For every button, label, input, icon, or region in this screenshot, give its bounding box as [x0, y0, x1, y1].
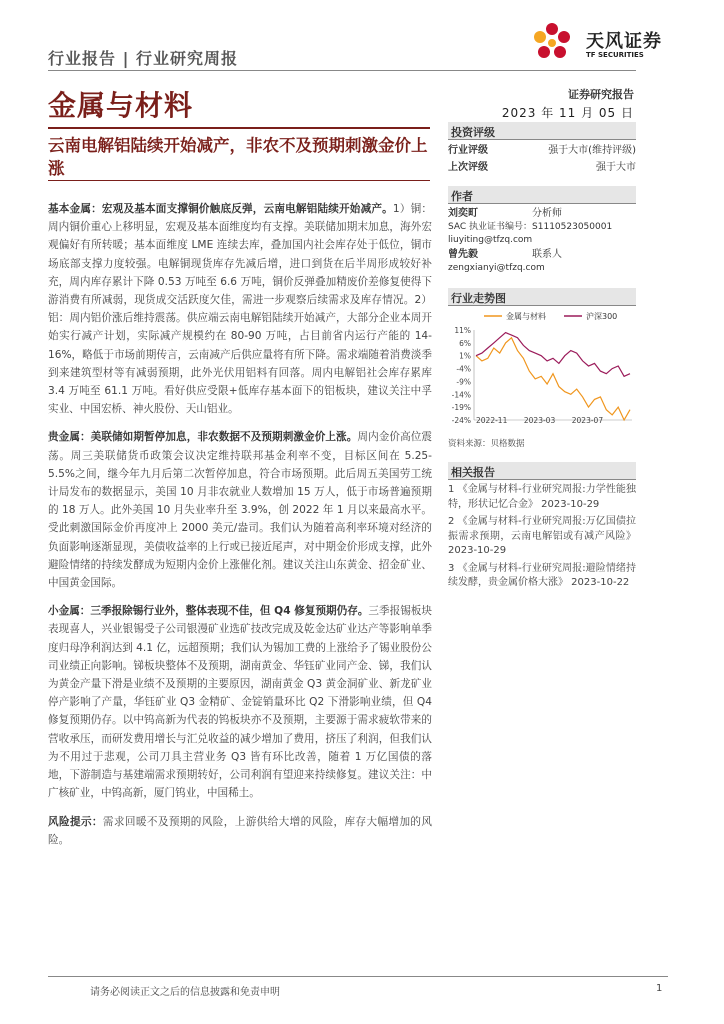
para-text: 周内金价高位震荡。周三美联储货币政策会议决定维持联邦基金利率不变，目标区间在 5.25-5.5%之间，继今年九月后第二次暂停加息，符合市场预期。此后周五美国劳工统计局发布的数据显示，美国 10 月非农就业人数增加 15 万人，低于市场普遍预期的 18 万人。此外美国 10 月失业率升至 3.9%，创 2022 年 1 月以来最高水平。受此刺激国际金价再度冲上 2000 美元/盎司。我们认为随着高利率环境对经济的负面影响逐渐显现，美债收益率的上行或已接近尾声，对中期金价形成支撑，此外避险情绪的持续发酵成为短期内金价上涨催化剂。建议关注山东黄金、招金矿业、中国黄金国际。 [48, 431, 433, 590]
author-role: 联系人 [532, 249, 562, 260]
legend-label: 金属与材料 [506, 312, 546, 321]
related-report-item[interactable]: 3 《金属与材料-行业研究周报:避险情绪持续发酵，贵金属价格大涨》 2023-10-22 [448, 562, 636, 588]
rating-section-title: 投资评级 [448, 122, 636, 139]
legend-label: 沪深300 [586, 312, 618, 321]
y-tick-label: -4% [456, 364, 471, 374]
x-tick-label: 2023-03 [523, 416, 556, 425]
industry-rating-value: 强于大市(维持评级) [548, 145, 636, 156]
para-precious-metals [48, 428, 432, 592]
footer-disclaimer: 请务必阅读正文之后的信息披露和免责申明 [90, 987, 280, 998]
report-body [48, 200, 432, 859]
para-text: 需求回暖不及预期的风险，上游供给大增的风险，库存大幅增加的风险。 [48, 815, 433, 846]
para-minor-metals [48, 602, 432, 802]
related-section-title: 相关报告 [448, 462, 636, 479]
para-lead: 贵金属：美联储如期暂停加息，非农数据不及预期刺激金价上涨。 [48, 431, 358, 444]
y-tick-label: 11% [454, 326, 471, 335]
author-cert: SAC 执业证书编号：S1110523050001 [448, 222, 613, 232]
prev-rating-value: 强于大市 [596, 162, 636, 173]
trend-chart [448, 308, 636, 426]
title-top-rule [48, 127, 430, 129]
y-tick-label: -24% [451, 416, 471, 425]
para-text: 三季报锡板块表现喜人，兴业银锡受子公司银漫矿业选矿技改完成及乾金达矿业达产等影响单季度归母净利润达到 4.1 亿，远超预期；我们认为锡加工费的上涨给予了锡业股份公司业绩正向影响。锑板块整体不及预期，湖南黄金、华钰矿业同产金、锑，我们认为黄金产量下滑是业绩不及预期的主要原因，湖南黄金 Q3 黄金洞矿业、新龙矿业停产影响了产量，华钰矿业 Q3 金精矿、金锭销量环比 Q2 下滑影响业绩，但 Q4 修复预期仍存。以中钨高新为代表的钨板块亦不及预期，主要源于需求疲软带来的营收承压，而研发费用增长与汇兑收益的减少增加了费用，挤压了利润，但我们认为不用过于悲观，公司刀具主营业务 Q3 皆有环比改善，随着 1 万亿国债的落地，下游制造与基建端需求预期转好，公司利润有望迎来持续修复。建议关注：中广核矿业，中钨高新，厦门钨业，中国稀土。 [48, 605, 432, 800]
related-report-item[interactable]: 1 《金属与材料-行业研究周报:力学性能独特，形状记忆合金》 2023-10-29 [448, 484, 636, 510]
chart-legend [484, 311, 617, 321]
prev-rating-row [448, 159, 636, 176]
page-number: 1 [656, 983, 663, 994]
para-lead: 风险提示： [48, 815, 103, 828]
trend-section-title: 行业走势图 [448, 288, 636, 305]
industry-rating-row [448, 142, 636, 159]
prev-rating-label: 上次评级 [448, 162, 488, 173]
related-section [448, 462, 636, 591]
para-lead: 小金属：三季报除锡行业外，整体表现不佳，但 Q4 修复预期仍存。 [48, 605, 369, 618]
author-name: 曾先毅 [448, 249, 478, 260]
logo-text: 天风证券 [586, 31, 662, 52]
title-bottom-rule [48, 180, 430, 181]
report-title: 云南电解铝陆续开始减产，非农不及预期刺激金价上涨 [48, 136, 428, 178]
author-role: 分析师 [532, 208, 562, 219]
report-type: 证券研究报告 [568, 88, 634, 101]
trend-section [448, 288, 636, 308]
y-tick-label: -19% [451, 403, 471, 413]
para-base-metals [48, 200, 432, 418]
report-date: 2023 年 11 月 05 日 [501, 106, 634, 120]
series-line [476, 338, 630, 420]
rating-section [448, 122, 636, 176]
y-tick-label: 1% [459, 351, 471, 361]
chart-series [476, 333, 630, 420]
author-row [448, 206, 636, 221]
authors-section-title: 作者 [448, 186, 636, 203]
series-line [476, 333, 630, 377]
x-tick-label: 2022-11 [476, 416, 508, 425]
y-tick-label: -9% [456, 377, 471, 387]
chart-x-axis [474, 416, 632, 425]
authors-section [448, 186, 636, 275]
para-risk [48, 813, 432, 849]
related-report-item[interactable]: 2 《金属与材料-行业研究周报:万亿国债拉振需求预期，云南电解铝或有减产风险》 2023-10-29 [448, 516, 636, 556]
author-name: 刘奕町 [448, 208, 478, 219]
y-tick-label: -14% [451, 390, 471, 400]
header-divider [48, 70, 636, 71]
chart-y-axis [452, 326, 474, 425]
para-text: 1）铜：周内铜价重心上移明显，宏观及基本面维度均有支撑。美联储加期末加息，海外宏观偏好有所转暖；基本面维度 LME 连续去库，叠加国内社会库存处于低位，铜市场底部支撑力度较强。电解铜现货库存先减后增，进口到货在后半周形成较好补充，周内库存累计下降 0.53 万吨至 6.6 万吨，铜价反弹叠加精废价差修复使得下游消费有所减弱，现货成交活跃度欠佳，需进一步观察后续需求及库存情况。2）铝：周内铝价涨后维持震荡。供应端云南电解铝陆续开始减产，大部分企业本周开始实行减产计划，实际减产规模约在 80-90 万吨，占目前省内运行产能的 14-16%，略低于市场前期传言，云南减产后供应量将有所下降。需求端随着消费淡季到来建筑型材等有减弱预期，此外光伏用铝料有回落。周内电解铝社会库存累库 3.4 万吨至 61.1 万吨。看好供应受限+低库存基本面下的铝板块，建议关注中孚实业、中国宏桥、神火股份、天山铝业。 [48, 203, 432, 416]
author-email[interactable]: zengxianyi@tfzq.com [448, 263, 545, 273]
logo-subtext: TF SECURITIES [586, 51, 644, 59]
author-row [448, 247, 636, 262]
section-rule [448, 203, 636, 204]
para-lead: 基本金属：宏观及基本面支撑铜价触底反弹，云南电解铝陆续开始减产。 [48, 203, 393, 215]
x-tick-label: 2023-07 [571, 416, 604, 425]
author-email[interactable]: liuyiting@tfzq.com [448, 235, 533, 245]
y-tick-label: 6% [459, 338, 471, 348]
sector-title: 金属与材料 [48, 89, 194, 122]
footer-divider [48, 976, 668, 977]
chart-source: 资料来源：贝格数据 [448, 439, 525, 449]
report-category: 行业报告 | 行业研究周报 [48, 49, 238, 68]
industry-rating-label: 行业评级 [448, 145, 488, 156]
